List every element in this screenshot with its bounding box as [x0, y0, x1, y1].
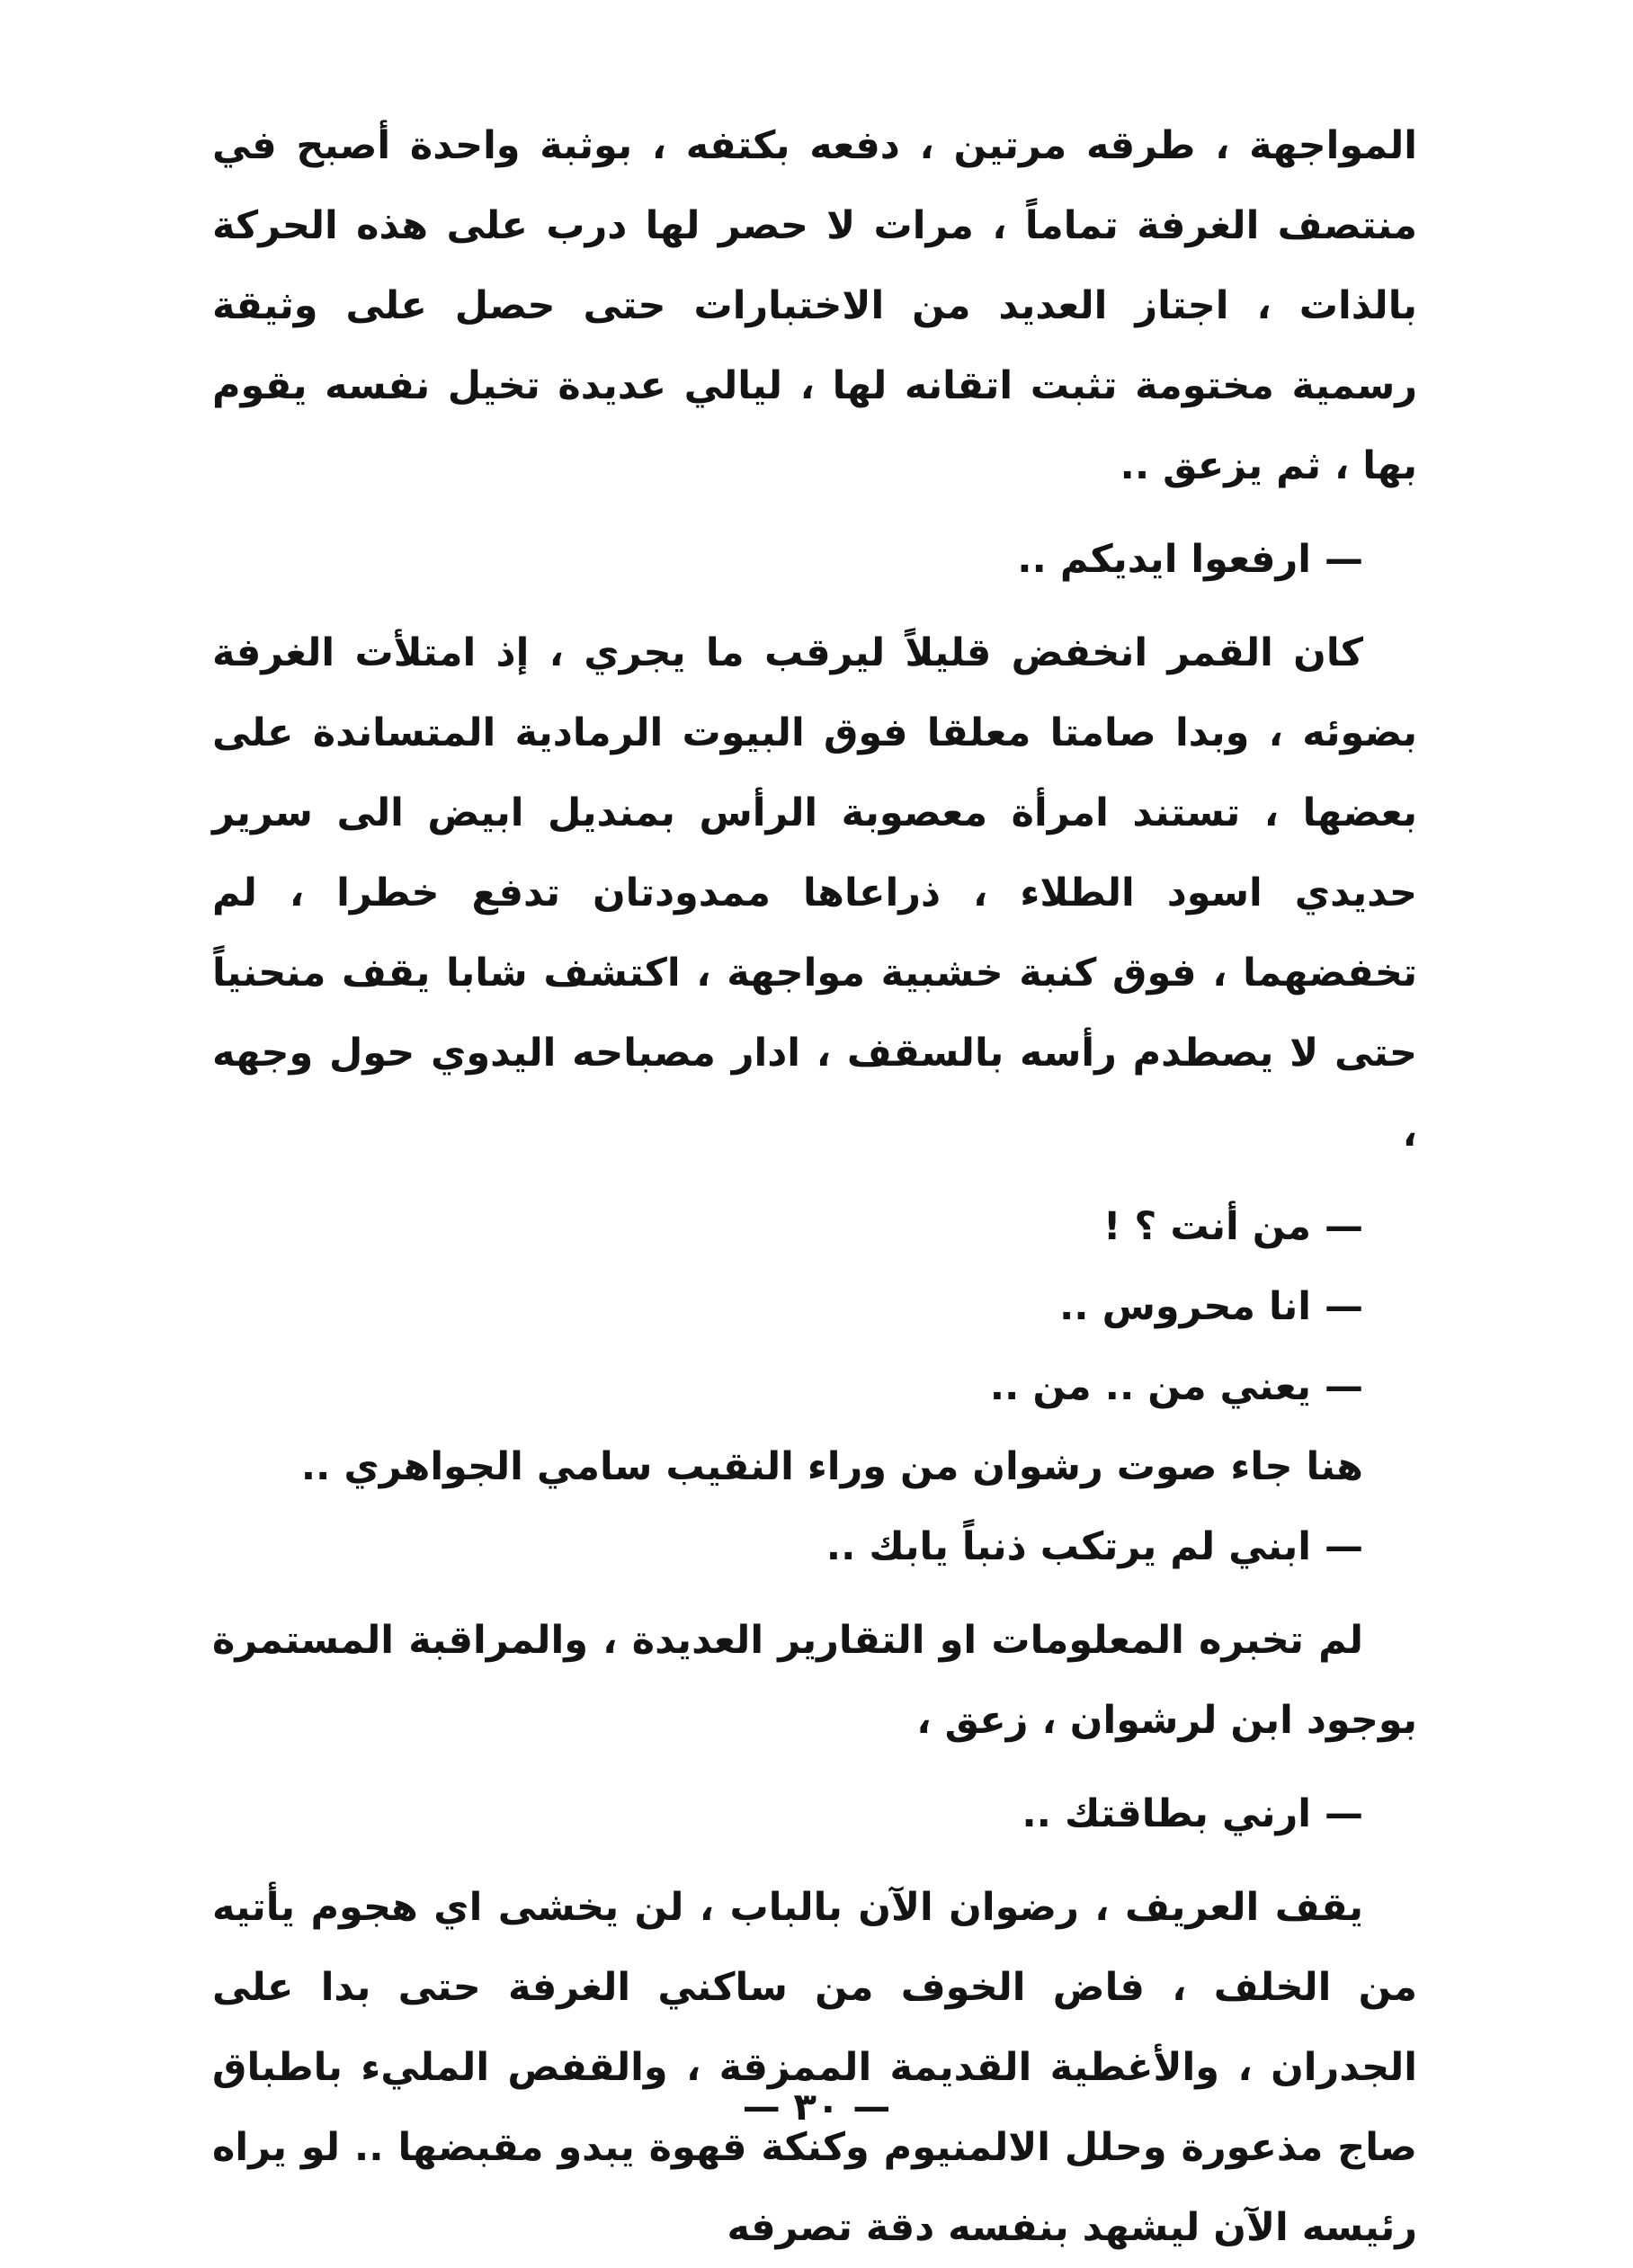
page-number: — ٣٠ — [742, 2085, 891, 2129]
paragraph-3: لم تخبره المعلومات او التقارير العديدة ، والمراقبة المستمرة بوجود ابن لرشوان ، زعق ، [212, 1618, 1417, 1743]
paragraph-4: يقف العريف ، رضوان الآن بالباب ، لن يخشى اي هجوم يأتيه من الخلف ، فاض الخوف من ساكني الغرفة حتى بدا على الجدران ، والأغطية القديمة الممزقة ، والقفص المليء باطباق صاج مذعورة وحلل الالمنيوم وكنكة قهوة يبدو مقبضها .. لو يراه رئيسه الآن ليشهد بنفسه دقة تصرفه [212, 1885, 1417, 2250]
dialogue-line-6: — ارني بطاقتك .. [1022, 1791, 1363, 1836]
dialogue-line-3: — انا محروس .. [1058, 1284, 1363, 1329]
dialogue-line-2: — من أنت ؟ ! [1102, 1204, 1363, 1249]
page-body-text [212, 106, 1417, 2268]
paragraph-2: كان القمر انخفض قليلاً ليرقب ما يجري ، إذ امتلأت الغرفة بضوئه ، وبدا صامتا معلقا فوق البيوت الرمادية المتساندة على بعضها ، تستند امرأة معصوبة الرأس بمنديل ابيض الى سرير حديدي اسود الطلاء ، ذراعاها ممدودتان تدفع خطرا ، لم تخفضهما ، فوق كنبة خشبية مواجهة ، اكتشف شابا يقف منحنياً حتى لا يصطدم رأسه بالسقف ، ادار مصباحه اليدوي حول وجهه ، [212, 630, 1417, 1156]
dialogue-line-5: — ابني لم يرتكب ذنباً يابك .. [825, 1524, 1363, 1569]
dialogue-line-4: — يعني من .. من .. [989, 1364, 1363, 1409]
paragraph-1: المواجهة ، طرقه مرتين ، دفعه بكتفه ، بوثبة واحدة أصبح في منتصف الغرفة تماماً ، مرات لا حصر لها درب على هذه الحركة بالذات ، اجتاز العديد من الاختبارات حتى حصل على وثيقة رسمية مختومة تثبت اتقانه لها ، ليالي عديدة تخيل نفسه يقوم بها ، ثم يزعق .. [212, 123, 1417, 488]
dialogue-line-1: — ارفعوا ايديكم .. [1017, 537, 1363, 582]
narration-line-1: هنا جاء صوت رشوان من وراء النقيب سامي الجواهري .. [300, 1444, 1363, 1489]
